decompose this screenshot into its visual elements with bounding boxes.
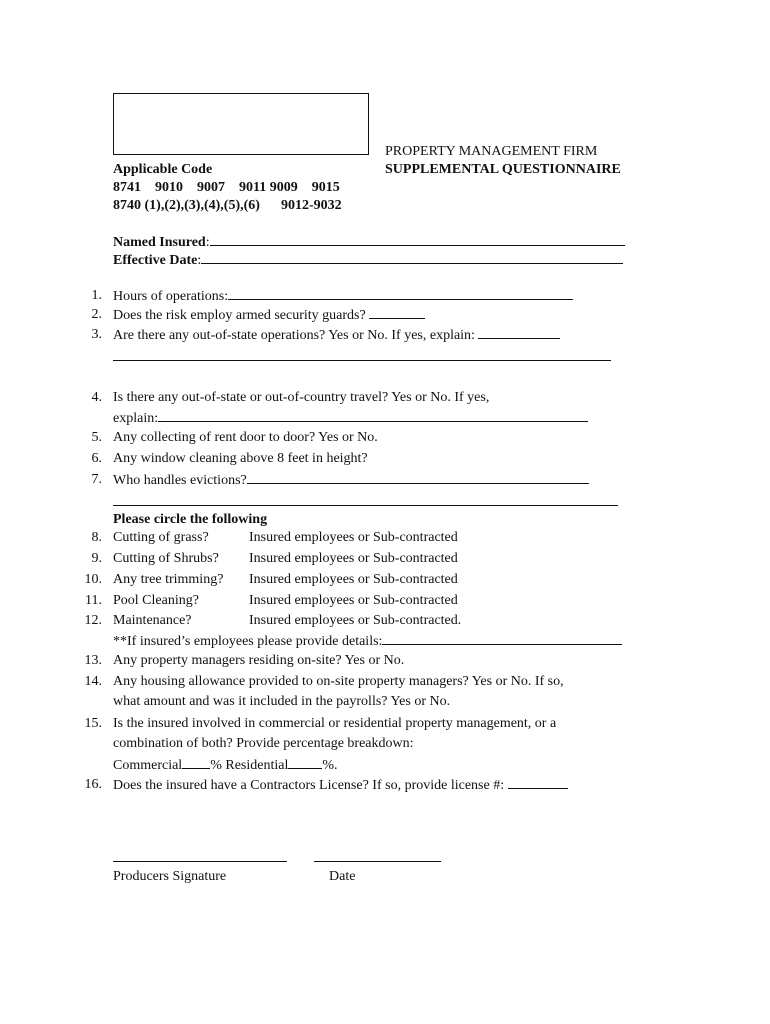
q13-text: Any property managers residing on-site? Yes or No. <box>113 653 405 668</box>
q12-options[interactable]: Insured employees or Sub-contracted. <box>249 613 462 628</box>
employee-details-field[interactable] <box>382 632 622 645</box>
q4-explain-label: explain: <box>113 411 159 426</box>
out-of-state-explain-field[interactable] <box>478 326 560 339</box>
q4-explain-row <box>113 409 588 428</box>
applicable-code-line-1: 8741 9010 9007 9011 9009 9015 <box>113 180 340 195</box>
q15-text-cont: combination of both? Provide percentage breakdown: <box>113 736 414 751</box>
q1-row <box>113 287 573 306</box>
q7-row <box>113 471 589 490</box>
q5-text: Any collecting of rent door to door? Yes or No. <box>113 430 378 445</box>
travel-explain-field[interactable] <box>158 409 588 422</box>
q11-number: 11. <box>85 593 102 608</box>
q15-percentage-row <box>113 756 338 775</box>
form-title-line-1: PROPERTY MANAGEMENT FIRM <box>385 144 598 159</box>
q4-number: 4. <box>91 390 102 405</box>
q16-text: Does the insured have a Contractors License? If so, provide license #: <box>113 778 505 793</box>
residential-label: % Residential <box>210 758 289 773</box>
q8-options[interactable]: Insured employees or Sub-contracted <box>249 530 458 545</box>
q5-number: 5. <box>91 430 102 445</box>
q8-text: Cutting of grass? <box>113 530 209 545</box>
q2-text: Does the risk employ armed security guards? <box>113 308 366 323</box>
q7-text: Who handles evictions? <box>113 473 247 488</box>
q12-text: Maintenance? <box>113 613 192 628</box>
q16-row <box>113 776 568 795</box>
named-insured-label: Named Insured <box>113 235 206 250</box>
q9-text: Cutting of Shrubs? <box>113 551 219 566</box>
evictions-field[interactable] <box>247 471 589 484</box>
applicable-code-line-2: 8740 (1),(2),(3),(4),(5),(6) 9012-9032 <box>113 198 342 213</box>
form-title-line-2: SUPPLEMENTAL QUESTIONNAIRE <box>385 162 621 177</box>
q8-number: 8. <box>91 530 102 545</box>
q14-text-cont: what amount and was it included in the payrolls? Yes or No. <box>113 694 451 709</box>
percent-suffix: %. <box>322 758 338 773</box>
signature-date-line[interactable] <box>314 861 441 862</box>
q13-number: 13. <box>84 653 102 668</box>
q14-text: Any housing allowance provided to on-site property managers? Yes or No. If so, <box>113 674 564 689</box>
q4-text: Is there any out-of-state or out-of-country travel? Yes or No. If yes, <box>113 390 490 405</box>
details-text: **If insured’s employees please provide details: <box>113 634 383 649</box>
effective-date-field[interactable] <box>201 251 623 264</box>
q10-text: Any tree trimming? <box>113 572 224 587</box>
q6-number: 6. <box>91 451 102 466</box>
q14-number: 14. <box>84 674 102 689</box>
q15-number: 15. <box>84 716 102 731</box>
named-insured-row: Named Insured: <box>113 233 625 252</box>
q9-number: 9. <box>91 551 102 566</box>
q2-row <box>113 306 425 325</box>
q3-row <box>113 326 560 345</box>
q10-number: 10. <box>84 572 102 587</box>
q11-text: Pool Cleaning? <box>113 593 199 608</box>
q7-number: 7. <box>91 472 102 487</box>
hours-of-operation-field[interactable] <box>228 287 573 300</box>
q1-text: Hours of operations: <box>113 289 229 304</box>
q11-options[interactable]: Insured employees or Sub-contracted <box>249 593 458 608</box>
commercial-label: Commercial <box>113 758 183 773</box>
producer-signature-line[interactable] <box>113 861 287 862</box>
details-row <box>113 632 622 651</box>
circle-heading: Please circle the following <box>113 512 268 527</box>
producer-signature-label: Producers Signature <box>113 869 227 884</box>
commercial-percent-field[interactable] <box>182 756 210 769</box>
q3-text: Are there any out-of-state operations? Yes or No. If yes, explain: <box>113 328 475 343</box>
q9-options[interactable]: Insured employees or Sub-contracted <box>249 551 458 566</box>
q3-explain-line[interactable] <box>113 360 611 361</box>
q15-text: Is the insured involved in commercial or residential property management, or a <box>113 716 557 731</box>
effective-date-label: Effective Date <box>113 253 198 268</box>
q7-extra-line[interactable] <box>113 505 618 506</box>
q16-number: 16. <box>84 777 102 792</box>
signature-date-label: Date <box>329 869 356 884</box>
residential-percent-field[interactable] <box>288 756 322 769</box>
q2-number: 2. <box>91 307 102 322</box>
q6-text: Any window cleaning above 8 feet in height? <box>113 451 368 466</box>
header-box <box>113 93 369 155</box>
q3-number: 3. <box>91 327 102 342</box>
q1-number: 1. <box>91 288 102 303</box>
q12-number: 12. <box>84 613 102 628</box>
named-insured-field[interactable] <box>210 233 625 246</box>
license-number-field[interactable] <box>508 776 568 789</box>
armed-guards-field[interactable] <box>369 306 425 319</box>
applicable-code-label: Applicable Code <box>113 162 213 177</box>
effective-date-row: Effective Date: <box>113 251 623 270</box>
q10-options[interactable]: Insured employees or Sub-contracted <box>249 572 458 587</box>
